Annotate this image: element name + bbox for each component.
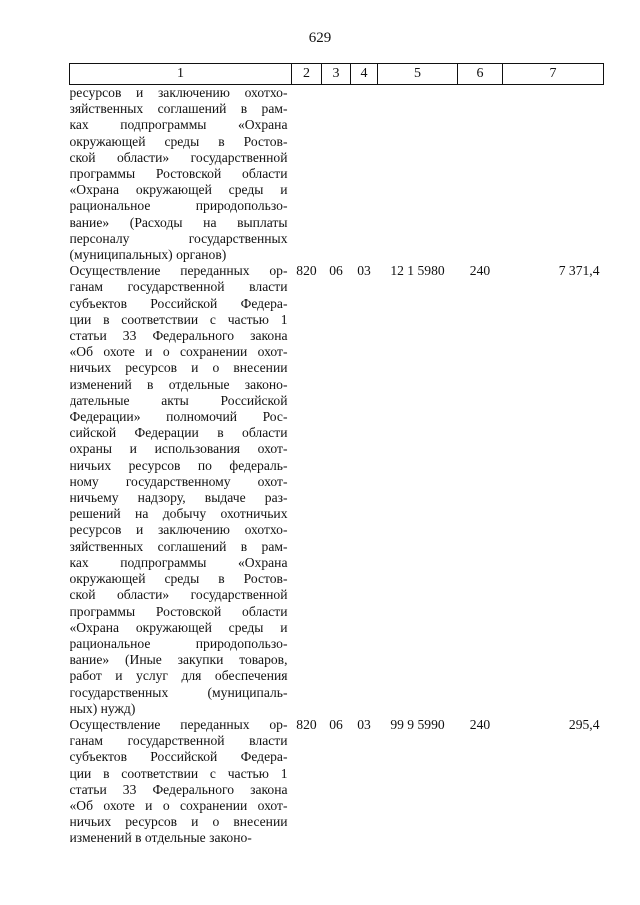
description-line: сийской Федерации в области (69, 425, 288, 441)
target-article-code: 99 9 5990 (390, 716, 445, 732)
row-description (70, 263, 292, 717)
description-line: «Охрана окружающей среды и (69, 619, 288, 635)
header-col-2: 2 (292, 64, 322, 85)
header-col-6: 6 (458, 64, 503, 85)
description-line: субъектов Российской Федера- (69, 749, 288, 765)
header-col-4: 4 (351, 64, 378, 85)
description-line: ничьих ресурсов и о внесении (69, 814, 288, 830)
description-line: зяйственных соглашений в рам- (69, 538, 288, 554)
description-line: Федерации» полномочий Рос- (69, 409, 288, 425)
section-code (322, 85, 351, 264)
budget-table (69, 63, 604, 847)
description-line: ганам государственной власти (69, 279, 288, 295)
description-line: статьи 33 Федерального закона (69, 328, 288, 344)
table-header (70, 64, 604, 85)
description-line: «Об охоте и о сохранении охот- (69, 344, 288, 360)
description-line: Осуществление переданных ор- (69, 263, 288, 279)
subsection-code (351, 85, 378, 264)
description-line: рациональное природопользо- (69, 198, 288, 214)
description-line: ганам государственной власти (69, 733, 288, 749)
amount-value: 7 371,4 (558, 263, 600, 279)
header-col-7: 7 (503, 64, 604, 85)
description-line: изменений в отдельные законо- (69, 830, 252, 846)
description-line: ничьему надзору, выдаче раз- (69, 490, 288, 506)
description-line: «Охрана окружающей среды и (69, 182, 288, 198)
subsection-code: 03 (357, 263, 371, 279)
grbs-code: 820 (296, 263, 317, 279)
description-line: ках подпрограммы «Охрана (69, 554, 288, 570)
description-line: ской области» государственной (69, 149, 288, 165)
description-line: «Об охоте и о сохранении охот- (69, 797, 288, 813)
description-line: ресурсов и заключению охотхо- (69, 522, 288, 538)
expense-type-code (458, 85, 503, 264)
description-line: ному государственному охот- (69, 473, 288, 489)
description-line: государственных (муниципаль- (69, 684, 288, 700)
description-line: программы Ростовской области (69, 603, 288, 619)
expense-type-code: 240 (469, 716, 491, 732)
description-line: вание» (Иные закупки товаров, (69, 652, 288, 668)
row-description (70, 85, 292, 264)
subsection-code: 03 (357, 716, 371, 732)
row-description (70, 717, 292, 847)
description-line: ской области» государственной (69, 587, 288, 603)
description-line: ных) нужд) (69, 700, 136, 716)
header-col-1: 1 (70, 64, 292, 85)
section-code: 06 (329, 263, 343, 279)
header-col-5: 5 (378, 64, 458, 85)
description-line: окружающей среды в Ростов- (69, 133, 288, 149)
description-line: ресурсов и заключению охотхо- (69, 85, 288, 100)
grbs-code (292, 85, 322, 264)
amount-value: 295,4 (568, 716, 600, 732)
description-line: субъектов Российской Федера- (69, 295, 288, 311)
grbs-code: 820 (296, 716, 317, 732)
description-line: работ и услуг для обеспечения (69, 668, 288, 684)
description-line: персоналу государственных (69, 230, 288, 246)
description-line: Осуществление переданных ор- (69, 716, 288, 732)
description-line: зяйственных соглашений в рам- (69, 101, 288, 117)
description-line: (муниципальных) органов) (69, 247, 227, 263)
description-line: ничьих ресурсов по федераль- (69, 457, 288, 473)
header-col-3: 3 (322, 64, 351, 85)
description-line: ции в соответствии с частью 1 (69, 311, 288, 327)
table-row (70, 717, 604, 847)
header-row (70, 64, 604, 85)
description-line: ках подпрограммы «Охрана (69, 117, 288, 133)
description-line: статьи 33 Федерального закона (69, 781, 288, 797)
section-code: 06 (329, 716, 343, 732)
description-line: охраны и использования охот- (69, 441, 288, 457)
expense-type-code: 240 (469, 263, 491, 279)
page-number: 629 (308, 30, 332, 46)
target-article-code (378, 85, 458, 264)
description-line: изменений в отдельные законо- (69, 376, 288, 392)
description-line: решений на добычу охотничьих (69, 506, 288, 522)
description-line: окружающей среды в Ростов- (69, 571, 288, 587)
description-line: ции в соответствии с частью 1 (69, 765, 288, 781)
description-line: рациональное природопользо- (69, 635, 288, 651)
amount-value (503, 85, 604, 264)
description-line: ничьих ресурсов и о внесении (69, 360, 288, 376)
table-row (70, 263, 604, 717)
table-body (70, 85, 604, 847)
table-row (70, 85, 604, 264)
description-line: программы Ростовской области (69, 166, 288, 182)
target-article-code: 12 1 5980 (390, 263, 445, 279)
description-line: вание» (Расходы на выплаты (69, 214, 288, 230)
description-line: дательные акты Российской (69, 392, 288, 408)
